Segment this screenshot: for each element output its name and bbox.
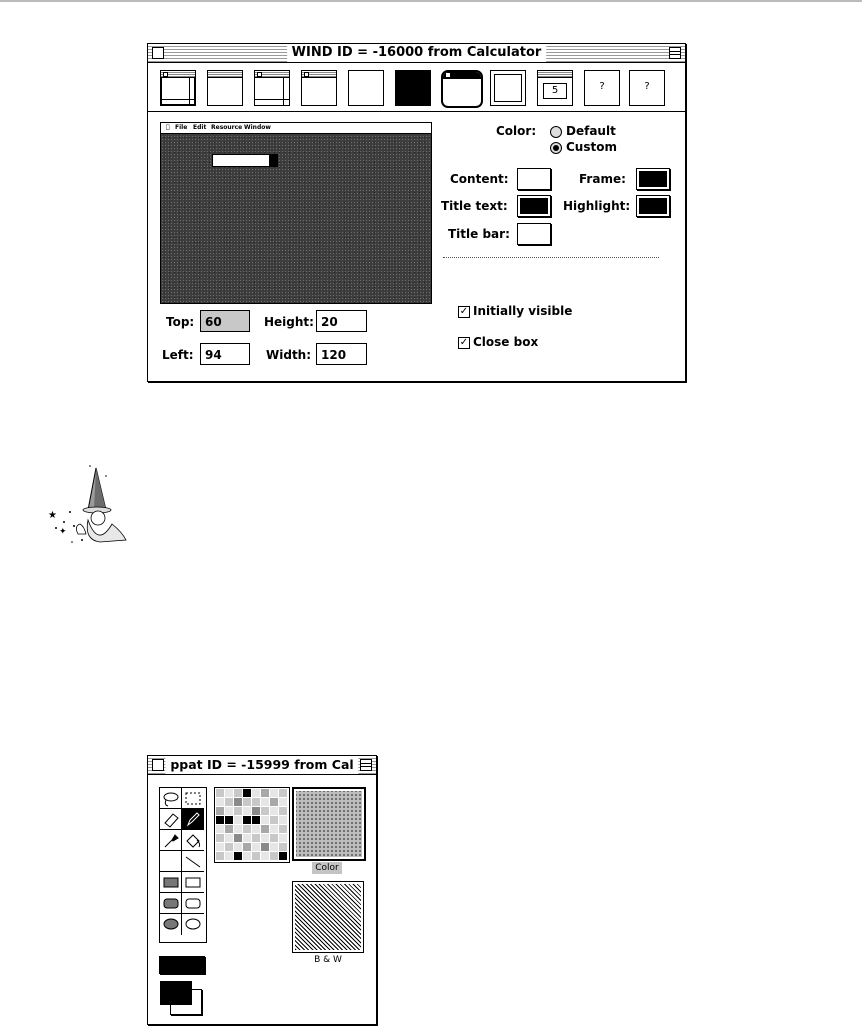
palette-cell[interactable]	[270, 798, 278, 806]
wdef-rounded-option[interactable]	[441, 70, 483, 108]
default-radio[interactable]	[550, 126, 562, 138]
wdef-number-label: 5	[543, 83, 567, 99]
palette-cell[interactable]	[225, 807, 233, 815]
palette-cell[interactable]	[234, 843, 242, 851]
palette-cell[interactable]	[270, 807, 278, 815]
wind-editor-window	[147, 43, 686, 382]
frame-color-swatch[interactable]	[636, 168, 670, 190]
palette-cell[interactable]	[252, 843, 260, 851]
palette-cell[interactable]	[261, 798, 269, 806]
palette-cell[interactable]	[243, 843, 251, 851]
bw-pattern-preview[interactable]	[292, 881, 364, 953]
palette-cell[interactable]	[270, 843, 278, 851]
paint-bucket-tool-icon[interactable]	[182, 830, 204, 851]
preview-window-thumbnail[interactable]	[212, 154, 278, 167]
close-box-icon[interactable]	[152, 47, 164, 59]
palette-cell[interactable]	[261, 807, 269, 815]
default-radio-label: Default	[566, 124, 616, 138]
color-pattern-caption: Color	[312, 862, 342, 874]
palette-cell[interactable]	[234, 798, 242, 806]
palette-cell[interactable]	[234, 807, 242, 815]
left-field[interactable]: 94	[200, 343, 250, 365]
initially-visible-label: Initially visible	[473, 304, 573, 318]
foreground-color-swatch[interactable]	[160, 981, 192, 1005]
color-pattern-preview[interactable]	[292, 787, 366, 861]
palette-cell[interactable]	[261, 834, 269, 842]
wizard-icon	[42, 462, 134, 548]
close-box-checkbox[interactable]: ✓	[459, 337, 469, 348]
wdef-unknown-option-1[interactable]	[584, 70, 620, 106]
palette-cell[interactable]	[225, 834, 233, 842]
palette-cell[interactable]	[252, 807, 260, 815]
palette-cell[interactable]	[270, 834, 278, 842]
divider	[148, 111, 685, 112]
line-tool-icon[interactable]	[182, 851, 204, 872]
palette-cell[interactable]	[261, 816, 269, 824]
color-label: Color:	[496, 124, 537, 138]
palette-cell[interactable]	[216, 852, 224, 860]
palette-cell[interactable]	[216, 843, 224, 851]
palette-cell[interactable]	[261, 789, 269, 797]
window-type-picker	[152, 68, 679, 112]
preview-menu-edit: Edit	[193, 124, 207, 131]
filled-rect-tool-icon[interactable]	[160, 872, 182, 893]
wdef-zoom-option[interactable]	[301, 70, 337, 106]
palette-cell[interactable]	[279, 825, 287, 833]
palette-cell[interactable]	[216, 807, 224, 815]
palette-cell[interactable]	[279, 798, 287, 806]
title-text-label: Title text:	[441, 199, 508, 213]
lasso-tool-icon[interactable]	[160, 788, 182, 809]
palette-cell[interactable]	[261, 825, 269, 833]
width-field[interactable]: 120	[316, 343, 367, 365]
ppat-editor-window	[147, 755, 377, 1025]
palette-cell[interactable]	[225, 825, 233, 833]
palette-cell[interactable]	[252, 834, 260, 842]
zoom-box-icon[interactable]	[669, 47, 681, 59]
wdef-unknown-option-2[interactable]	[629, 70, 665, 106]
title-bar-color-swatch[interactable]	[517, 223, 551, 245]
palette-cell[interactable]	[225, 798, 233, 806]
wdef-document-option[interactable]	[207, 70, 243, 106]
palette-cell[interactable]	[243, 852, 251, 860]
wdef-zoom-grow-option[interactable]	[254, 70, 290, 106]
palette-cell[interactable]	[225, 789, 233, 797]
height-field[interactable]: 20	[316, 310, 367, 332]
wdef-document-grow-option[interactable]	[160, 70, 196, 106]
window-position-preview[interactable]	[160, 122, 432, 304]
blank-tool-slot	[160, 851, 182, 872]
frame-label: Frame:	[579, 172, 626, 186]
palette-cell[interactable]	[252, 825, 260, 833]
palette-cell[interactable]	[234, 825, 242, 833]
left-label: Left:	[162, 348, 194, 362]
top-label: Top:	[166, 315, 195, 329]
palette-cell[interactable]	[216, 798, 224, 806]
highlight-label: Highlight:	[563, 199, 631, 213]
unknown-wdef-label: ?	[599, 81, 605, 92]
palette-cell[interactable]	[216, 825, 224, 833]
palette-cell[interactable]	[225, 852, 233, 860]
initially-visible-checkbox[interactable]: ✓	[459, 306, 469, 317]
custom-radio-label: Custom	[566, 140, 617, 154]
eyedropper-tool-icon[interactable]	[160, 830, 182, 851]
palette-cell[interactable]	[279, 852, 287, 860]
palette-cell[interactable]	[252, 816, 260, 824]
palette-cell[interactable]	[234, 852, 242, 860]
window-title: ppat ID = -15999 from Cal	[165, 756, 358, 774]
close-box-label: Close box	[473, 335, 539, 349]
palette-cell[interactable]	[252, 798, 260, 806]
apple-menu-icon	[166, 123, 170, 133]
wdef-plain-option[interactable]	[348, 70, 384, 106]
palette-cell[interactable]	[243, 798, 251, 806]
highlight-color-swatch[interactable]	[636, 195, 670, 217]
round-rect-tool-icon[interactable]	[182, 893, 204, 914]
content-label: Content:	[450, 172, 509, 186]
palette-cell[interactable]	[225, 843, 233, 851]
fill-pattern-bar[interactable]	[159, 956, 205, 974]
window-title-bar[interactable]	[148, 44, 685, 63]
preview-menu-resource: Resource	[211, 124, 243, 131]
title-bar-label: Title bar:	[448, 227, 510, 241]
rect-tool-icon[interactable]	[182, 872, 204, 893]
paint-tool-palette	[159, 787, 207, 943]
bw-pattern-caption: B & W	[314, 955, 342, 965]
wdef-dialog-option[interactable]	[490, 70, 526, 106]
palette-cell[interactable]	[279, 834, 287, 842]
palette-cell[interactable]	[270, 825, 278, 833]
palette-cell[interactable]	[243, 789, 251, 797]
palette-cell[interactable]	[234, 789, 242, 797]
title-text-color-swatch[interactable]	[517, 195, 551, 217]
palette-cell[interactable]	[216, 789, 224, 797]
palette-cell[interactable]	[279, 789, 287, 797]
close-box-icon[interactable]	[152, 759, 164, 771]
zoom-box-icon[interactable]	[360, 759, 372, 771]
color-palette-grid[interactable]	[214, 787, 290, 863]
palette-cell[interactable]	[252, 789, 260, 797]
pencil-tool-icon[interactable]	[182, 809, 204, 830]
palette-cell[interactable]	[279, 807, 287, 815]
palette-cell[interactable]	[243, 834, 251, 842]
palette-cell[interactable]	[279, 816, 287, 824]
dotted-divider	[443, 257, 659, 258]
filled-round-rect-tool-icon[interactable]	[160, 893, 182, 914]
filled-oval-tool-icon[interactable]	[160, 914, 182, 935]
palette-cell[interactable]	[216, 816, 224, 824]
wdef-movable-dialog-option[interactable]	[537, 70, 573, 106]
palette-cell[interactable]	[225, 816, 233, 824]
marquee-tool-icon[interactable]	[182, 788, 204, 809]
content-color-swatch[interactable]	[517, 168, 551, 190]
palette-cell[interactable]	[261, 852, 269, 860]
palette-cell[interactable]	[216, 834, 224, 842]
custom-radio[interactable]	[550, 142, 562, 154]
palette-cell[interactable]	[234, 816, 242, 824]
svg-text:✦: ✦	[59, 527, 67, 537]
page-top-rule	[0, 0, 862, 2]
palette-cell[interactable]	[243, 825, 251, 833]
window-title-bar[interactable]	[148, 756, 376, 775]
height-label: Height:	[264, 315, 314, 329]
preview-menu-file: File	[175, 124, 188, 131]
palette-cell[interactable]	[234, 834, 242, 842]
unknown-wdef-label: ?	[644, 81, 650, 92]
preview-menu-bar	[161, 123, 431, 134]
palette-cell[interactable]	[252, 852, 260, 860]
palette-cell[interactable]	[279, 843, 287, 851]
oval-tool-icon[interactable]	[182, 914, 204, 935]
eraser-tool-icon[interactable]	[160, 809, 182, 830]
palette-cell[interactable]	[270, 789, 278, 797]
palette-cell[interactable]	[270, 816, 278, 824]
svg-text:★: ★	[48, 510, 57, 521]
palette-cell[interactable]	[261, 843, 269, 851]
window-title: WIND ID = -16000 from Calculator	[287, 44, 547, 62]
wdef-black-option[interactable]	[395, 70, 431, 106]
preview-menu-window: Window	[244, 124, 271, 131]
top-field[interactable]: 60	[200, 310, 250, 332]
palette-cell[interactable]	[243, 816, 251, 824]
palette-cell[interactable]	[270, 852, 278, 860]
width-label: Width:	[266, 348, 312, 362]
palette-cell[interactable]	[243, 807, 251, 815]
